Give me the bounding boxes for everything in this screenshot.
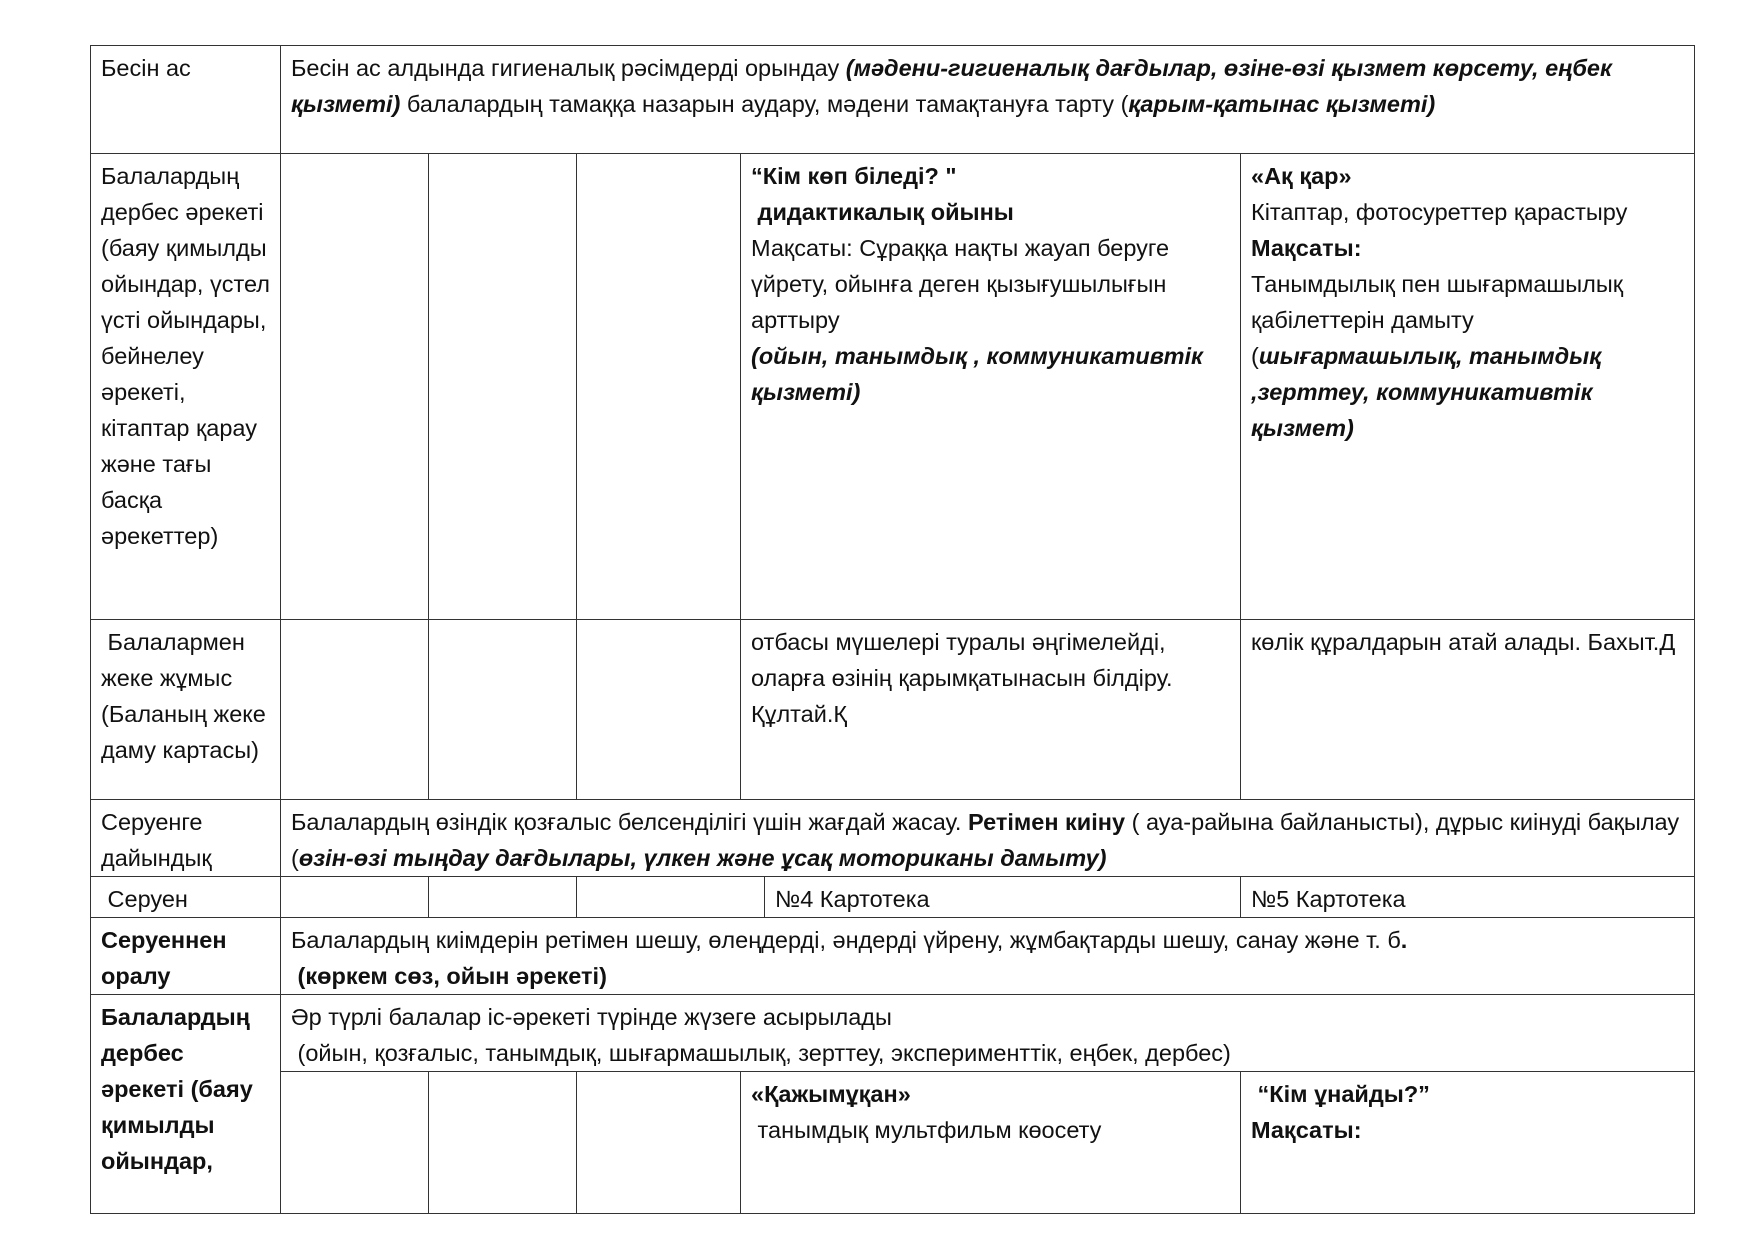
game-tags: (ойын, танымдық , коммуникативтік қызметі) bbox=[751, 343, 1203, 405]
seruenge-content bbox=[281, 800, 1695, 877]
jeke-friday: көлік құралдарын атай алады. Бахыт.Д bbox=[1241, 620, 1695, 800]
seruenge-text-1: Балалардың өзіндік қозғалыс белсенділігі үшін жағдай жасау. bbox=[291, 809, 968, 835]
game-subtitle: дидактикалық ойыны bbox=[751, 199, 1014, 225]
row-jeke-jumys bbox=[91, 620, 1695, 800]
derbes-2-thursday bbox=[741, 1072, 1241, 1214]
derbes-2-intro-line2: (ойын, қозғалыс, танымдық, шығармашылық, зерттеу, эксперименттік, еңбек, дербес) bbox=[291, 1040, 1231, 1066]
row-label-oralu: Серуеннен оралу bbox=[91, 918, 281, 995]
empty-cell-mon bbox=[281, 154, 429, 620]
oralu-tags: (көркем сөз, ойын әрекеті) bbox=[291, 963, 607, 989]
derbes-2-intro bbox=[281, 995, 1695, 1072]
besin-as-text-2: балалардың тамаққа назарын аудару, мәдени тамақтануға тарту ( bbox=[400, 91, 1129, 117]
row-label-derbes-2: Балалардың дербес әрекеті (баяу қимылды ойындар, bbox=[91, 995, 281, 1214]
derbes-2-intro-line1: Әр түрлі балалар іс-әрекеті түрінде жүзеге асырылады bbox=[291, 1004, 892, 1030]
cartoon-desc: танымдық мультфильм көосету bbox=[751, 1117, 1102, 1143]
seruen-friday: №5 Картотека bbox=[1241, 877, 1695, 918]
row-label-jeke: Балалармен жеке жұмыс (Баланың жеке даму картасы) bbox=[91, 620, 281, 800]
activity-tags-open: ( bbox=[1251, 343, 1259, 369]
derbes-2-friday bbox=[1241, 1072, 1695, 1214]
oralu-content bbox=[281, 918, 1695, 995]
game-2-goal-label: Мақсаты: bbox=[1251, 1117, 1362, 1143]
empty-cell-tue bbox=[429, 154, 577, 620]
besin-as-tags-2: қарым-қатынас қызметі) bbox=[1128, 91, 1436, 117]
derbes-1-thursday bbox=[741, 154, 1241, 620]
activity-goal-label: Мақсаты: bbox=[1251, 235, 1362, 261]
empty-cell-tue bbox=[429, 1072, 577, 1214]
game-goal: Мақсаты: Сұраққа нақты жауап беруге үйрету, ойынға деген қызығушылығын арттыру bbox=[751, 235, 1170, 333]
row-derbes-areketi-2-intro bbox=[91, 995, 1695, 1072]
seruenge-tags: өзін-өзі тыңдау дағдылары, үлкен және ұсақ моториканы дамыту) bbox=[298, 845, 1107, 871]
row-seruen bbox=[91, 877, 1695, 918]
document-page bbox=[90, 45, 1694, 1214]
besin-as-tags-1: (мәдени-гигиеналық дағдылар, өзіне-өзі қызмет көрсету, еңбек қызметі) bbox=[291, 55, 1612, 117]
besin-as-text-1: Бесін ас алдында гигиеналық рәсімдерді орындау bbox=[291, 55, 846, 81]
row-seruennen-oralu bbox=[91, 918, 1695, 995]
empty-cell-wed bbox=[577, 154, 741, 620]
seruenge-text-2: ( ауа-райына байланысты), дұрыс киінуді бақылау ( bbox=[291, 809, 1680, 871]
seruen-thursday: №4 Картотека bbox=[765, 877, 1241, 918]
activity-goal: Танымдылық пен шығармашылық қабілеттерін дамыту bbox=[1251, 271, 1624, 333]
jeke-thursday: отбасы мүшелері туралы әңгімелейді, оларға өзінің қарымқатынасын білдіру. Құлтай.Қ bbox=[741, 620, 1241, 800]
empty-cell-mon bbox=[281, 877, 429, 918]
row-label-seruen: Серуен bbox=[91, 877, 281, 918]
oralu-text: Балалардың киімдерін ретімен шешу, өлеңдерді, әндерді үйрену, жұмбақтарды шешу, санау және т. б bbox=[291, 927, 1401, 953]
row-label-besin-as: Бесін ас bbox=[91, 46, 281, 154]
empty-cell-tue bbox=[429, 620, 577, 800]
row-label-derbes-1: Балалардың дербес әрекеті (баяу қимылды ойындар, үстел үсті ойындары, бейнелеу әрекеті, кітаптар қарау және тағы басқа әрекеттер) bbox=[91, 154, 281, 620]
empty-cell-mon bbox=[281, 1072, 429, 1214]
activity-tags: шығармашылық, танымдық ,зерттеу, коммуникативтік қызмет) bbox=[1251, 343, 1602, 441]
row-besin-as bbox=[91, 46, 1695, 154]
empty-cell-tue bbox=[429, 877, 577, 918]
activity-desc: Кітаптар, фотосуреттер қарастыру bbox=[1251, 199, 1628, 225]
empty-cell-wed bbox=[577, 1072, 741, 1214]
cartoon-title: «Қажымұқан» bbox=[751, 1081, 911, 1107]
empty-cell-wed bbox=[577, 877, 765, 918]
activity-title: «Ақ қар» bbox=[1251, 163, 1352, 189]
schedule-table bbox=[90, 45, 1695, 1214]
row-derbes-areketi-2-days bbox=[91, 1072, 1695, 1214]
activity-tags-wrap bbox=[1251, 338, 1684, 446]
row-derbes-areketi-1 bbox=[91, 154, 1695, 620]
besin-as-content bbox=[281, 46, 1695, 154]
game-2-title: “Кім ұнайды?” bbox=[1251, 1081, 1430, 1107]
empty-cell-wed bbox=[577, 620, 741, 800]
row-label-seruenge: Серуенге дайындық bbox=[91, 800, 281, 877]
game-title: “Кім көп біледі? " bbox=[751, 163, 957, 189]
seruenge-bold: Ретімен киіну bbox=[967, 809, 1126, 835]
row-seruenge-daiyndyk bbox=[91, 800, 1695, 877]
derbes-1-friday bbox=[1241, 154, 1695, 620]
oralu-dot: . bbox=[1400, 927, 1408, 953]
empty-cell-mon bbox=[281, 620, 429, 800]
